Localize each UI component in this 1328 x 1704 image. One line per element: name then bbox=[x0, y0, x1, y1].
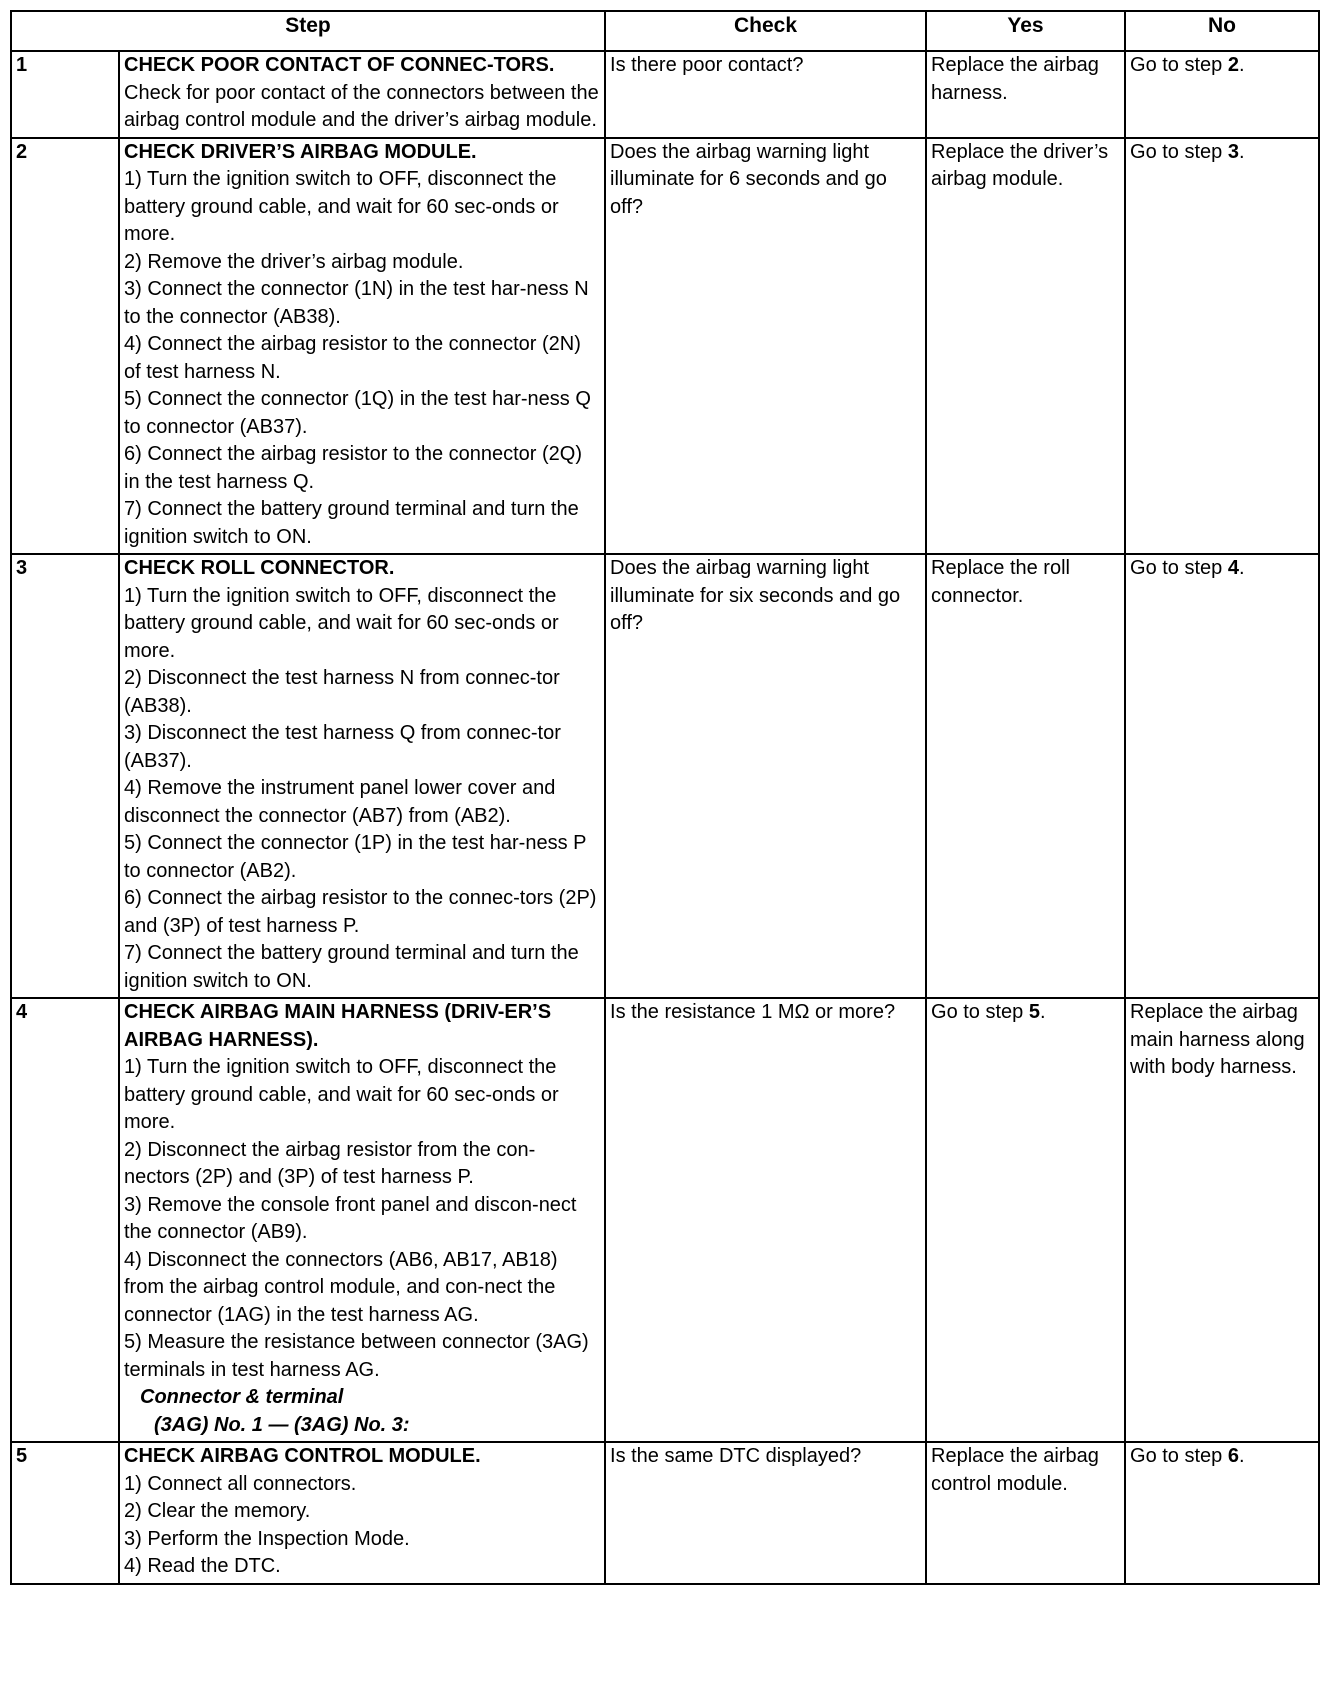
no-cell bbox=[1125, 1442, 1319, 1584]
step-number: 5 bbox=[11, 1442, 119, 1584]
step-line: 2) Disconnect the test harness N from connec-tor (AB38). bbox=[124, 667, 560, 717]
header-yes: Yes bbox=[926, 11, 1125, 51]
header-row bbox=[11, 11, 1319, 51]
step-title: CHECK AIRBAG MAIN HARNESS (DRIV-ER’S AIRBAG HARNESS). bbox=[124, 1001, 552, 1051]
step-line: Check for poor contact of the connectors between the airbag control module and the driver’s airbag module. bbox=[124, 81, 599, 131]
step-line: 6) Connect the airbag resistor to the connec-tors (2P) and (3P) of test harness P. bbox=[124, 887, 597, 937]
check-cell: Is the resistance 1 MΩ or more? bbox=[605, 998, 926, 1442]
table-row bbox=[11, 138, 1319, 555]
yes-cell bbox=[926, 998, 1125, 1442]
yes-cell: Replace the airbag control module. bbox=[926, 1442, 1125, 1584]
connector-terminal-spec: (3AG) No. 1 — (3AG) No. 3: bbox=[154, 1413, 410, 1436]
step-line: 3) Disconnect the test harness Q from connec-tor (AB37). bbox=[124, 722, 561, 772]
step-title: CHECK POOR CONTACT OF CONNEC-TORS. bbox=[124, 54, 555, 76]
step-line: 5) Connect the connector (1P) in the test har-ness P to connector (AB2). bbox=[124, 832, 587, 882]
step-line: 2) Disconnect the airbag resistor from the con-nectors (2P) and (3P) of test harness P. bbox=[124, 1138, 536, 1188]
connector-terminal-heading: Connector & terminal bbox=[140, 1386, 344, 1408]
step-line: 1) Turn the ignition switch to OFF, disconnect the battery ground cable, and wait for 60 sec-onds or more. bbox=[124, 584, 559, 662]
no-cell bbox=[1125, 138, 1319, 555]
diagnostic-table bbox=[10, 10, 1320, 1585]
next-step-number: 4 bbox=[1227, 557, 1239, 579]
no-text: Go to step bbox=[1130, 140, 1228, 163]
next-step-number: 5 bbox=[1028, 1001, 1040, 1023]
step-number: 1 bbox=[11, 51, 119, 138]
step-line: 1) Connect all connectors. bbox=[124, 1472, 357, 1495]
step-title: CHECK AIRBAG CONTROL MODULE. bbox=[124, 1445, 481, 1467]
step-description bbox=[119, 554, 605, 998]
no-text: Go to step bbox=[1130, 1445, 1228, 1467]
step-number: 4 bbox=[11, 998, 119, 1442]
step-line: 3) Remove the console front panel and discon-nect the connector (AB9). bbox=[124, 1193, 577, 1243]
step-line: 7) Connect the battery ground terminal and turn the ignition switch to ON. bbox=[124, 498, 579, 548]
step-description bbox=[119, 51, 605, 138]
check-cell: Does the airbag warning light illuminate for six seconds and go off? bbox=[605, 554, 926, 998]
no-cell bbox=[1125, 554, 1319, 998]
no-text-end: . bbox=[1238, 557, 1245, 579]
step-line: 2) Clear the memory. bbox=[124, 1500, 311, 1522]
step-line: 1) Turn the ignition switch to OFF, disconnect the battery ground cable, and wait for 60 sec-onds or more. bbox=[124, 168, 559, 245]
step-line: 3) Perform the Inspection Mode. bbox=[124, 1527, 410, 1550]
step-description bbox=[119, 138, 605, 555]
table-row bbox=[11, 554, 1319, 998]
no-cell: Replace the airbag main harness along with body harness. bbox=[1125, 998, 1319, 1442]
no-text-end: . bbox=[1238, 1445, 1245, 1467]
step-description bbox=[119, 1442, 605, 1584]
step-line: 5) Measure the resistance between connector (3AG) terminals in test harness AG. bbox=[124, 1331, 589, 1381]
step-line: 3) Connect the connector (1N) in the test har-ness N to the connector (AB38). bbox=[124, 278, 589, 328]
table-row bbox=[11, 1442, 1319, 1584]
yes-cell: Replace the roll connector. bbox=[926, 554, 1125, 998]
step-line: 5) Connect the connector (1Q) in the test har-ness Q to connector (AB37). bbox=[124, 388, 591, 438]
step-line: 4) Disconnect the connectors (AB6, AB17, AB18) from the airbag control module, and con-nect the connector (1AG) in the test harness AG. bbox=[124, 1248, 558, 1326]
yes-cell: Replace the airbag harness. bbox=[926, 51, 1125, 138]
next-step-number: 2 bbox=[1227, 54, 1239, 76]
step-line: 4) Connect the airbag resistor to the connector (2N) of test harness N. bbox=[124, 333, 581, 383]
step-title: CHECK ROLL CONNECTOR. bbox=[124, 557, 395, 579]
header-no: No bbox=[1125, 11, 1319, 51]
header-check: Check bbox=[605, 11, 926, 51]
step-line: 4) Read the DTC. bbox=[124, 1555, 281, 1577]
check-cell: Is the same DTC displayed? bbox=[605, 1442, 926, 1584]
no-text-end: . bbox=[1238, 54, 1245, 76]
step-number: 2 bbox=[11, 138, 119, 555]
yes-cell: Replace the driver’s airbag module. bbox=[926, 138, 1125, 555]
step-line: 6) Connect the airbag resistor to the connector (2Q) in the test harness Q. bbox=[124, 443, 583, 493]
table-row bbox=[11, 51, 1319, 138]
no-text-end: . bbox=[1238, 140, 1245, 163]
yes-text: Go to step bbox=[931, 1001, 1029, 1023]
step-description bbox=[119, 998, 605, 1442]
check-cell: Is there poor contact? bbox=[605, 51, 926, 138]
next-step-number: 6 bbox=[1227, 1445, 1239, 1467]
yes-text-end: . bbox=[1039, 1001, 1046, 1023]
header-step: Step bbox=[11, 11, 605, 51]
step-line: 2) Remove the driver’s airbag module. bbox=[124, 250, 464, 273]
check-cell: Does the airbag warning light illuminate for 6 seconds and go off? bbox=[605, 138, 926, 555]
next-step-number: 3 bbox=[1227, 140, 1239, 163]
no-text: Go to step bbox=[1130, 54, 1228, 76]
step-title: CHECK DRIVER’S AIRBAG MODULE. bbox=[124, 140, 477, 163]
no-cell bbox=[1125, 51, 1319, 138]
step-line: 1) Turn the ignition switch to OFF, disconnect the battery ground cable, and wait for 60 sec-onds or more. bbox=[124, 1056, 559, 1133]
table-row bbox=[11, 998, 1319, 1442]
no-text: Go to step bbox=[1130, 557, 1228, 579]
step-line: 4) Remove the instrument panel lower cover and disconnect the connector (AB7) from (AB2). bbox=[124, 777, 556, 827]
step-number: 3 bbox=[11, 554, 119, 998]
step-line: 7) Connect the battery ground terminal and turn the ignition switch to ON. bbox=[124, 942, 579, 992]
